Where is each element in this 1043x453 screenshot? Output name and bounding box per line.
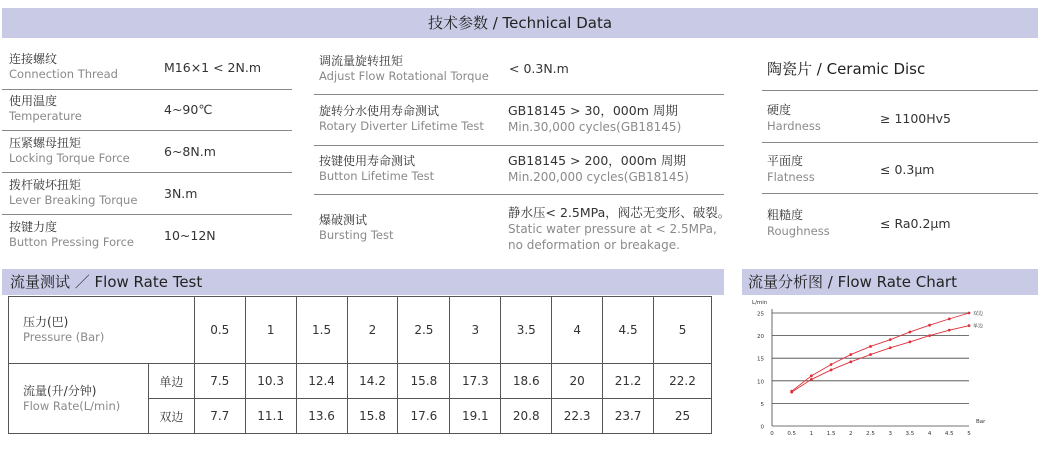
single-cell: 17.3 (450, 364, 501, 399)
divider (314, 94, 724, 95)
data-point (869, 353, 872, 356)
data-point (869, 345, 872, 348)
x-tick-label: 1.5 (826, 431, 836, 437)
data-point (830, 369, 833, 372)
spec-label-zh: 拨杆破坏扭矩 (9, 178, 82, 192)
spec-value: < 0.3N.m (509, 61, 569, 76)
spec-value-en: no deformation or breakage. (508, 238, 680, 252)
data-point (928, 334, 931, 337)
series-label: 双边 (973, 311, 984, 317)
single-cell: 22.2 (654, 364, 712, 399)
double-cell: 25 (654, 399, 712, 434)
single-cell: 18.6 (501, 364, 552, 399)
data-point (968, 324, 971, 327)
divider (762, 193, 1038, 194)
double-cell: 19.1 (450, 399, 501, 434)
x-tick-label: 0.5 (787, 431, 797, 437)
ceramic-label-zh: 平面度 (767, 154, 804, 168)
flow-chart-header: 流量分析图 / Flow Rate Chart (742, 269, 1038, 295)
flow-label-cell (9, 364, 149, 434)
spec-label-zh: 按键使用寿命测试 (319, 154, 416, 168)
double-cell: 7.7 (194, 399, 245, 434)
double-cell: 20.8 (501, 399, 552, 434)
pressure-cell: 0.5 (194, 297, 245, 364)
spec-label-zh: 按键力度 (9, 220, 58, 234)
single-cell: 20 (552, 364, 603, 399)
ceramic-value: ≤ Ra0.2μm (880, 216, 951, 231)
flow-rate-table (8, 296, 712, 434)
x-tick-label: 4.5 (944, 431, 954, 437)
divider (762, 90, 1038, 91)
pressure-label-zh: 压力(巴) (23, 315, 69, 329)
ceramic-label-zh: 硬度 (767, 103, 792, 117)
spec-label-zh: 使用温度 (9, 94, 58, 108)
pressure-cell: 4 (552, 297, 603, 364)
spec-value: 4~90℃ (164, 102, 213, 117)
spec-value: 3N.m (164, 186, 198, 201)
series-label: 单边 (973, 323, 984, 330)
pressure-cell: 1.5 (296, 297, 347, 364)
single-cell: 15.8 (398, 364, 450, 399)
divider (762, 142, 1038, 143)
spec-value: 10~12N (164, 228, 216, 243)
spec-label-en: Bursting Test (319, 228, 394, 242)
data-point (790, 391, 793, 394)
data-point (948, 329, 951, 332)
spec-value: GB18145 > 30，000m 周期 (508, 103, 678, 118)
spec-label-zh: 压紧螺母扭矩 (9, 136, 82, 150)
double-label: 双边 (148, 399, 194, 434)
divider (2, 130, 292, 131)
flow-label-en: Flow Rate(L/min) (23, 398, 121, 413)
spec-label-en: Rotary Diverter Lifetime Test (319, 119, 484, 133)
spec-value-en: Min.200,000 cycles(GB18145) (508, 170, 689, 184)
spec-value: 静水压< 2.5MPa，阀芯无变形、破裂。 (508, 205, 731, 220)
spec-label-en: Lever Breaking Torque (9, 193, 138, 207)
flow-label-zh: 流量(升/分钟) (23, 383, 97, 398)
y-tick-label: 25 (757, 311, 764, 318)
pressure-cell: 3 (450, 297, 501, 364)
ceramic-value: ≥ 1100Hv5 (880, 111, 952, 126)
technical-data-header: 技术参数 / Technical Data (2, 8, 1038, 38)
spec-label-zh: 爆破测试 (319, 213, 368, 227)
pressure-cell: 4.5 (603, 297, 654, 364)
spec-label-en: Button Pressing Force (9, 235, 134, 249)
data-point (889, 338, 892, 341)
pressure-cell: 1 (245, 297, 296, 364)
x-tick-label: 4 (927, 431, 932, 437)
ceramic-value: ≤ 0.3μm (880, 162, 935, 177)
pressure-row (9, 297, 712, 364)
pressure-cell: 5 (654, 297, 712, 364)
x-tick-label: 2.5 (866, 431, 875, 437)
single-label: 单边 (148, 364, 194, 399)
y-tick-label: 0 (760, 424, 764, 431)
double-cell: 22.3 (552, 399, 603, 434)
single-row (9, 364, 712, 399)
divider (314, 194, 724, 195)
x-tick-label: 1 (809, 431, 814, 437)
data-point (810, 378, 813, 381)
single-cell: 12.4 (296, 364, 347, 399)
data-point (849, 353, 852, 356)
pressure-cell: 2 (347, 297, 398, 364)
x-tick-label: 0 (770, 431, 774, 437)
pressure-cell: 2.5 (398, 297, 450, 364)
spec-value: GB18145 > 200，000m 周期 (508, 153, 686, 168)
y-tick-label: 15 (757, 356, 764, 363)
spec-label-zh: 连接螺纹 (9, 52, 58, 66)
ceramic-label-en: Roughness (767, 224, 830, 238)
x-tick-label: 2 (849, 431, 853, 437)
data-point (968, 312, 971, 315)
spec-label-en: Connection Thread (9, 67, 118, 81)
data-point (948, 317, 951, 320)
double-cell: 13.6 (296, 399, 347, 434)
single-cell: 14.2 (347, 364, 398, 399)
ceramic-label-en: Hardness (767, 119, 821, 133)
spec-label-zh: 调流量旋转扭矩 (319, 54, 404, 68)
y-tick-label: 5 (760, 401, 764, 408)
single-cell: 21.2 (603, 364, 654, 399)
single-cell: 10.3 (245, 364, 296, 399)
y-axis-label: L/min (752, 300, 768, 306)
spec-label-en: Temperature (9, 109, 82, 123)
spec-value: 6~8N.m (164, 144, 216, 159)
spec-label-en: Button Lifetime Test (319, 169, 435, 183)
double-cell: 15.8 (347, 399, 398, 434)
pressure-label-en: Pressure (Bar) (23, 330, 105, 344)
data-point (909, 331, 912, 334)
spec-value-en: Static water pressure at < 2.5MPa, (508, 222, 717, 236)
double-cell: 11.1 (245, 399, 296, 434)
series-line (792, 313, 969, 391)
x-tick-label: 5 (967, 431, 971, 437)
spec-value: M16×1 < 2N.m (164, 60, 261, 75)
ceramic-label-en: Flatness (767, 170, 815, 184)
double-cell: 17.6 (398, 399, 450, 434)
divider (314, 145, 724, 146)
divider (2, 172, 292, 173)
divider (2, 89, 292, 90)
spec-value-en: Min.30,000 cycles(GB18145) (508, 120, 682, 134)
spec-label-en: Adjust Flow Rotational Torque (319, 69, 489, 83)
spec-label-zh: 旋转分水使用寿命测试 (319, 104, 440, 118)
y-tick-label: 10 (757, 379, 764, 386)
data-point (889, 346, 892, 349)
y-tick-label: 20 (757, 334, 764, 341)
single-cell: 7.5 (194, 364, 245, 399)
x-tick-label: 3 (888, 431, 892, 437)
pressure-cell: 3.5 (501, 297, 552, 364)
flow-test-header: 流量测试 ／ Flow Rate Test (2, 269, 724, 295)
spec-label-en: Locking Torque Force (9, 151, 130, 165)
data-point (849, 360, 852, 363)
data-point (928, 324, 931, 327)
x-axis-label: Bar (976, 419, 986, 425)
data-point (830, 363, 833, 366)
double-cell: 23.7 (603, 399, 654, 434)
data-point (810, 374, 813, 377)
data-point (909, 341, 912, 344)
x-tick-label: 3.5 (905, 431, 915, 437)
flow-rate-chart (742, 296, 1042, 446)
ceramic-title: 陶瓷片 / Ceramic Disc (767, 60, 926, 78)
ceramic-label-zh: 粗糙度 (767, 208, 804, 222)
pressure-label-cell (9, 297, 195, 364)
divider (2, 214, 292, 215)
